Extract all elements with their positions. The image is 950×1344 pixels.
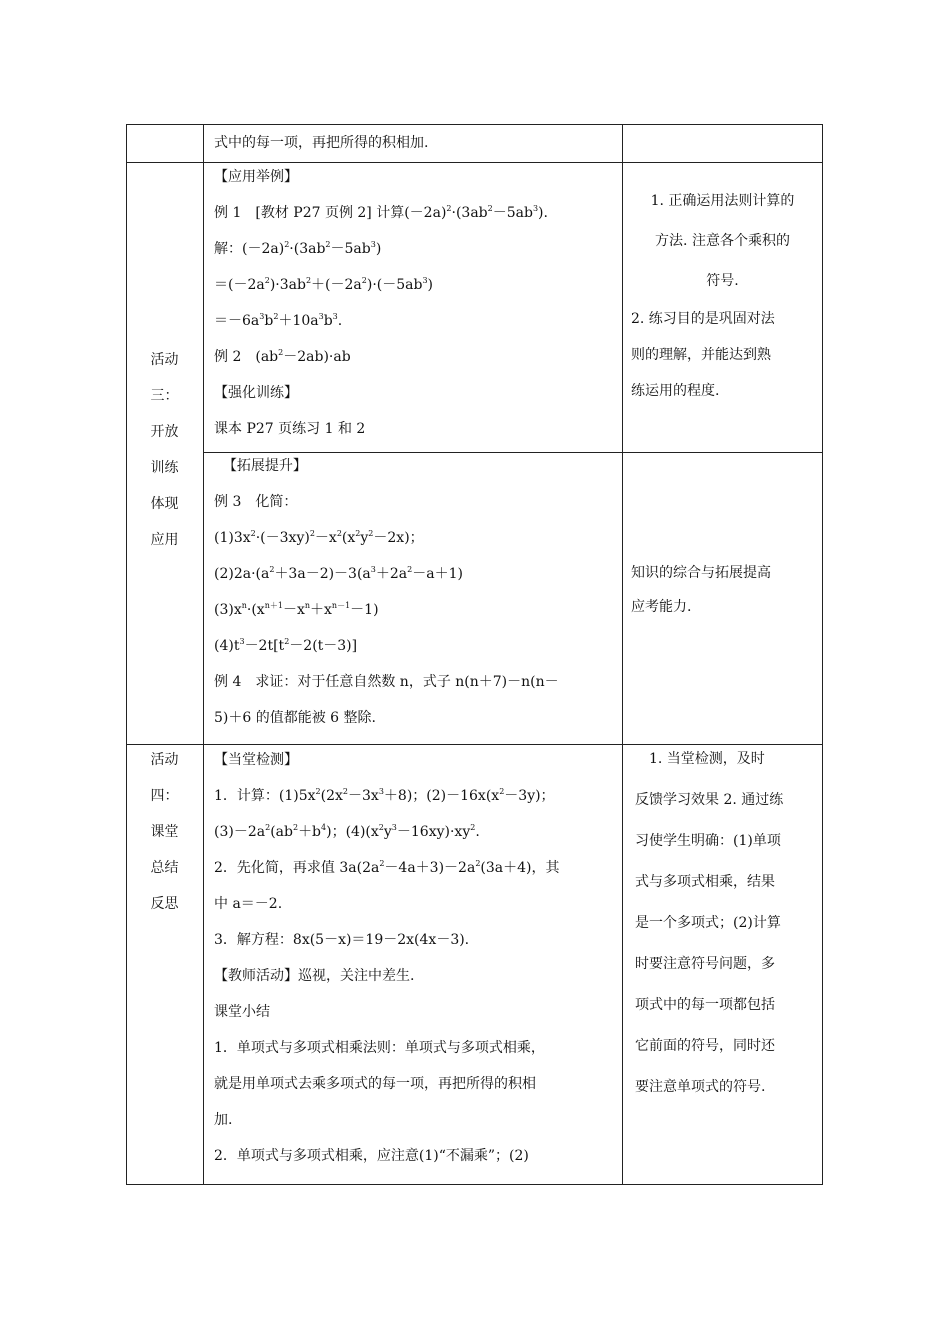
example-1: 例 1 [教材 P27 页例 2] 计算$(-2a)^2\cdot(3ab^2-5ab^3)$. [214, 204, 548, 221]
activity4-label-line: 反思 [150, 896, 179, 912]
note-line: 练运用的程度. [631, 383, 720, 399]
extend-content [214, 448, 559, 736]
question-2: 2．先化简，再求值 $3a(2a^2-4a+3)-2a^2(3a+4)$，其 [214, 859, 560, 876]
note-line: 方法. 注意各个乘积的 [655, 233, 790, 249]
example-4-line: 5)＋6 的值都能被 6 整除. [214, 710, 376, 726]
apply-notes-2 [631, 301, 821, 409]
example-3: 例 3 化简： [214, 494, 298, 510]
activity3-label-line: 应用 [150, 532, 179, 548]
example-4-line: 例 4 求证：对于任意自然数 n，式子 n(n＋7)－n(n－ [214, 674, 559, 690]
lesson-plan-table [126, 124, 823, 1185]
column-divider [203, 124, 204, 1185]
question-2-cont: 中 a＝－2. [214, 896, 283, 912]
note-line: 则的理解，并能达到熟 [631, 347, 771, 363]
table-border-bottom [126, 1184, 823, 1185]
activity3-label-line: 训练 [150, 460, 179, 476]
extend-notes [631, 556, 771, 624]
solution-step-1: $=(-2a^2)\cdot 3ab^2+(-2a^2)\cdot(-5ab^3)$ [214, 276, 434, 293]
note-line: 1. 正确运用法则计算的 [650, 193, 795, 209]
summary-line: 就是用单项式去乘多项式的每一项，再把所得的积相 [214, 1076, 536, 1092]
table-border-left [126, 124, 127, 1185]
question-1-cont: $(3)-2a^2(ab^2+b^4)$；$(4)(x^2y^3-16xy)\cdot xy^2$. [214, 823, 480, 840]
summary-line: 加. [214, 1112, 233, 1128]
note-line: 知识的综合与拓展提高 [631, 565, 771, 581]
note-line: 习使学生明确：(1)单项 [635, 833, 781, 849]
activity3-label-line: 体现 [150, 496, 179, 512]
summary-title: 课堂小结 [214, 1004, 270, 1020]
note-line: 符号. [706, 273, 739, 289]
question-1: 1．计算：$(1)5x^2(2x^2-3x^3+8)$；$(2)-16x(x^2-3y)$； [214, 787, 555, 804]
teacher-activity: 【教师活动】巡视，关注中差生. [214, 968, 415, 984]
apply-notes [623, 181, 822, 301]
summary-line: 2．单项式与多项式相乘，应注意(1)“不漏乘”；(2) [214, 1148, 529, 1164]
note-line: 要注意单项式的符号. [635, 1079, 766, 1095]
check-heading: 【当堂检测】 [214, 752, 298, 768]
activity3-label-line: 活动 [150, 352, 179, 368]
activity3-label [126, 342, 203, 558]
note-line: 项式中的每一项都包括 [635, 997, 775, 1013]
note-line: 反馈学习效果 2. 通过练 [635, 792, 784, 808]
note-line: 它前面的符号，同时还 [635, 1038, 775, 1054]
note-line: 时要注意符号问题，多 [635, 956, 775, 972]
solution-step-2: $=-6a^3b^2+10a^3b^3$. [214, 312, 343, 329]
note-line: 式与多项式相乘，结果 [635, 874, 775, 890]
activity3-label-line: 三： [150, 388, 179, 404]
solution-line: 解：$(-2a)^2\cdot(3ab^2-5ab^3)$ [214, 240, 382, 257]
problem-1: $(1)3x^2\cdot(-3xy)^2-x^2(x^2y^2-2x)$； [214, 529, 424, 546]
activity4-content [214, 742, 560, 1174]
activity4-notes [635, 739, 783, 1108]
activity4-label-line: 活动 [150, 752, 179, 768]
example-2: 例 2 $(ab^2-2ab)\cdot ab$ [214, 348, 351, 365]
activity4-label-line: 四： [150, 788, 179, 804]
activity4-label [126, 742, 203, 922]
note-line: 2. 练习目的是巩固对法 [631, 311, 775, 327]
apply-examples [214, 159, 548, 447]
training-text: 课本 P27 页练习 1 和 2 [214, 421, 366, 437]
note-line: 是一个多项式；(2)计算 [635, 915, 781, 931]
summary-line: 1．单项式与多项式相乘法则：单项式与多项式相乘， [214, 1040, 545, 1056]
note-line: 应考能力. [631, 599, 692, 615]
activity4-label-line: 课堂 [150, 824, 179, 840]
row1-content [214, 125, 428, 161]
problem-2: $(2)2a\cdot(a^2+3a-2)-3(a^3+2a^2-a+1)$ [214, 565, 463, 582]
training-heading: 【强化训练】 [214, 385, 298, 401]
note-line: 1. 当堂检测，及时 [635, 751, 765, 767]
problem-3: $(3)x^n\cdot(x^{n+1}-x^n+x^{n-1}-1)$ [214, 601, 379, 618]
activity4-label-line: 总结 [150, 860, 179, 876]
extend-heading: 【拓展提升】 [222, 458, 307, 474]
problem-4: $(4)t^3-2t[t^2-2(t-3)]$ [214, 637, 358, 654]
table-border-right [822, 124, 823, 1185]
apply-heading: 【应用举例】 [214, 169, 298, 185]
question-3: 3．解方程：8x(5－x)＝19－2x(4x－3). [214, 932, 470, 948]
activity3-label-line: 开放 [150, 424, 179, 440]
row1-text: 式中的每一项，再把所得的积相加. [214, 135, 429, 151]
